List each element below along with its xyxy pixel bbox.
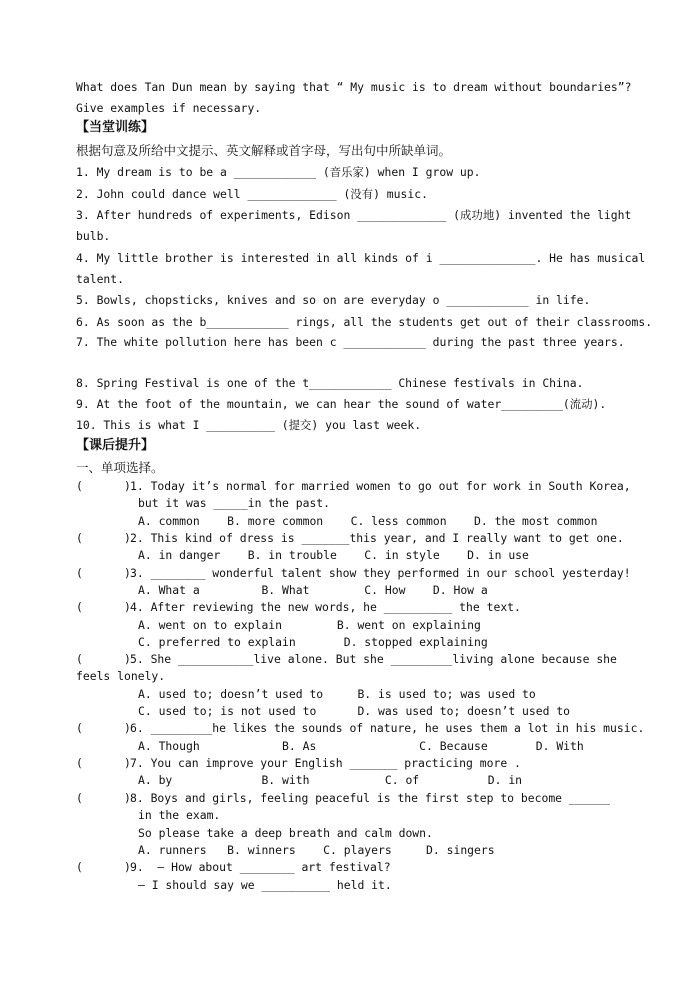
q1-stem-cont: but it was _____in the past. (138, 496, 331, 510)
fill-item-4: 4. My little brother is interested in all kinds of i ______________. He has musical (76, 251, 646, 265)
q2-options: A. in danger B. in trouble C. in style D. in use (138, 548, 529, 562)
fill-item-6: 6. As soon as the b____________ rings, all the students get out of their classrooms. (76, 315, 653, 329)
q5-stem-cont: feels lonely. (76, 669, 166, 683)
section-title-class-practice: 【当堂训练】 (76, 120, 155, 135)
answer-paren-q1[interactable]: ( ) (76, 479, 131, 493)
q5-stem: 5. She ___________live alone. But she _________living alone because she (130, 652, 617, 666)
section-subtitle-multiple-choice: 一、单项选择。 (76, 460, 164, 475)
fill-item-1: 1. My dream is to be a ____________ (音乐家) when I grow up. (76, 165, 481, 179)
fill-item-8: 8. Spring Festival is one of the t____________ Chinese festivals in China. (76, 376, 584, 390)
q3-stem: 3. ________ wonderful talent show they performed in our school yesterday! (130, 566, 631, 580)
section-instruction: 根据句意及所给中文提示、英文解释或首字母，写出句中所缺单词。 (76, 143, 452, 158)
answer-paren-q3[interactable]: ( ) (76, 566, 131, 580)
intro-question-line2: Give examples if necessary. (76, 101, 262, 115)
answer-paren-q9[interactable]: ( ) (76, 860, 131, 874)
fill-item-10: 10. This is what I __________ (提交) you last week. (76, 418, 422, 432)
fill-item-3-cont: bulb. (76, 229, 111, 243)
fill-item-4-cont: talent. (76, 272, 125, 286)
q5-options-row2: C. used to; is not used to D. was used to; doesn’t used to (138, 704, 571, 718)
q1-options: A. common B. more common C. less common D. the most common (138, 514, 598, 528)
intro-question-line1: What does Tan Dun mean by saying that “ My music is to dream without boundaries”? (76, 80, 632, 94)
section-title-after-class: 【课后提升】 (76, 438, 155, 453)
q8-options: A. runners B. winners C. players D. singers (138, 843, 495, 857)
answer-paren-q8[interactable]: ( ) (76, 791, 131, 805)
answer-paren-q6[interactable]: ( ) (76, 721, 131, 735)
q6-options: A. Though B. As C. Because D. With (138, 739, 584, 753)
answer-paren-q2[interactable]: ( ) (76, 531, 131, 545)
answer-paren-q7[interactable]: ( ) (76, 756, 131, 770)
q4-options-row2: C. preferred to explain D. stopped explaining (138, 635, 488, 649)
q4-stem: 4. After reviewing the new words, he __________ the text. (130, 600, 521, 614)
q3-options: A. What a B. What C. How D. How a (138, 583, 488, 597)
q7-stem: 7. You can improve your English _______ practicing more . (130, 756, 521, 770)
fill-item-2: 2. John could dance well _____________ (没有) music. (76, 187, 428, 201)
q2-stem: 2. This kind of dress is _______this year, and I really want to get one. (130, 531, 624, 545)
q1-stem: 1. Today it’s normal for married women to go out for work in South Korea, (130, 479, 631, 493)
fill-item-3: 3. After hundreds of experiments, Edison _____________ (成功地) invented the light (76, 208, 632, 222)
fill-item-7: 7. The white pollution here has been c ____________ during the past three years. (76, 335, 625, 349)
q8-stem-cont: in the exam. (138, 808, 221, 822)
q9-stem: 9. – How about ________ art festival? (130, 860, 391, 874)
q7-options: A. by B. with C. of D. in (138, 773, 523, 787)
q5-options-row1: A. used to; doesn’t used to B. is used to; was used to (138, 687, 536, 701)
answer-paren-q5[interactable]: ( ) (76, 652, 131, 666)
q8-stem-cont2: So please take a deep breath and calm down. (138, 826, 433, 840)
q9-stem-cont: – I should say we __________ held it. (138, 878, 392, 892)
fill-item-5: 5. Bowls, chopsticks, knives and so on are everyday o ____________ in life. (76, 293, 591, 307)
q4-options-row1: A. went on to explain B. went on explaining (138, 618, 481, 632)
answer-paren-q4[interactable]: ( ) (76, 600, 131, 614)
q8-stem: 8. Boys and girls, feeling peaceful is the first step to become ______ (130, 791, 611, 805)
q6-stem: 6. _________he likes the sounds of nature, he uses them a lot in his music. (130, 721, 645, 735)
fill-item-9: 9. At the foot of the mountain, we can hear the sound of water_________(流动). (76, 397, 607, 411)
